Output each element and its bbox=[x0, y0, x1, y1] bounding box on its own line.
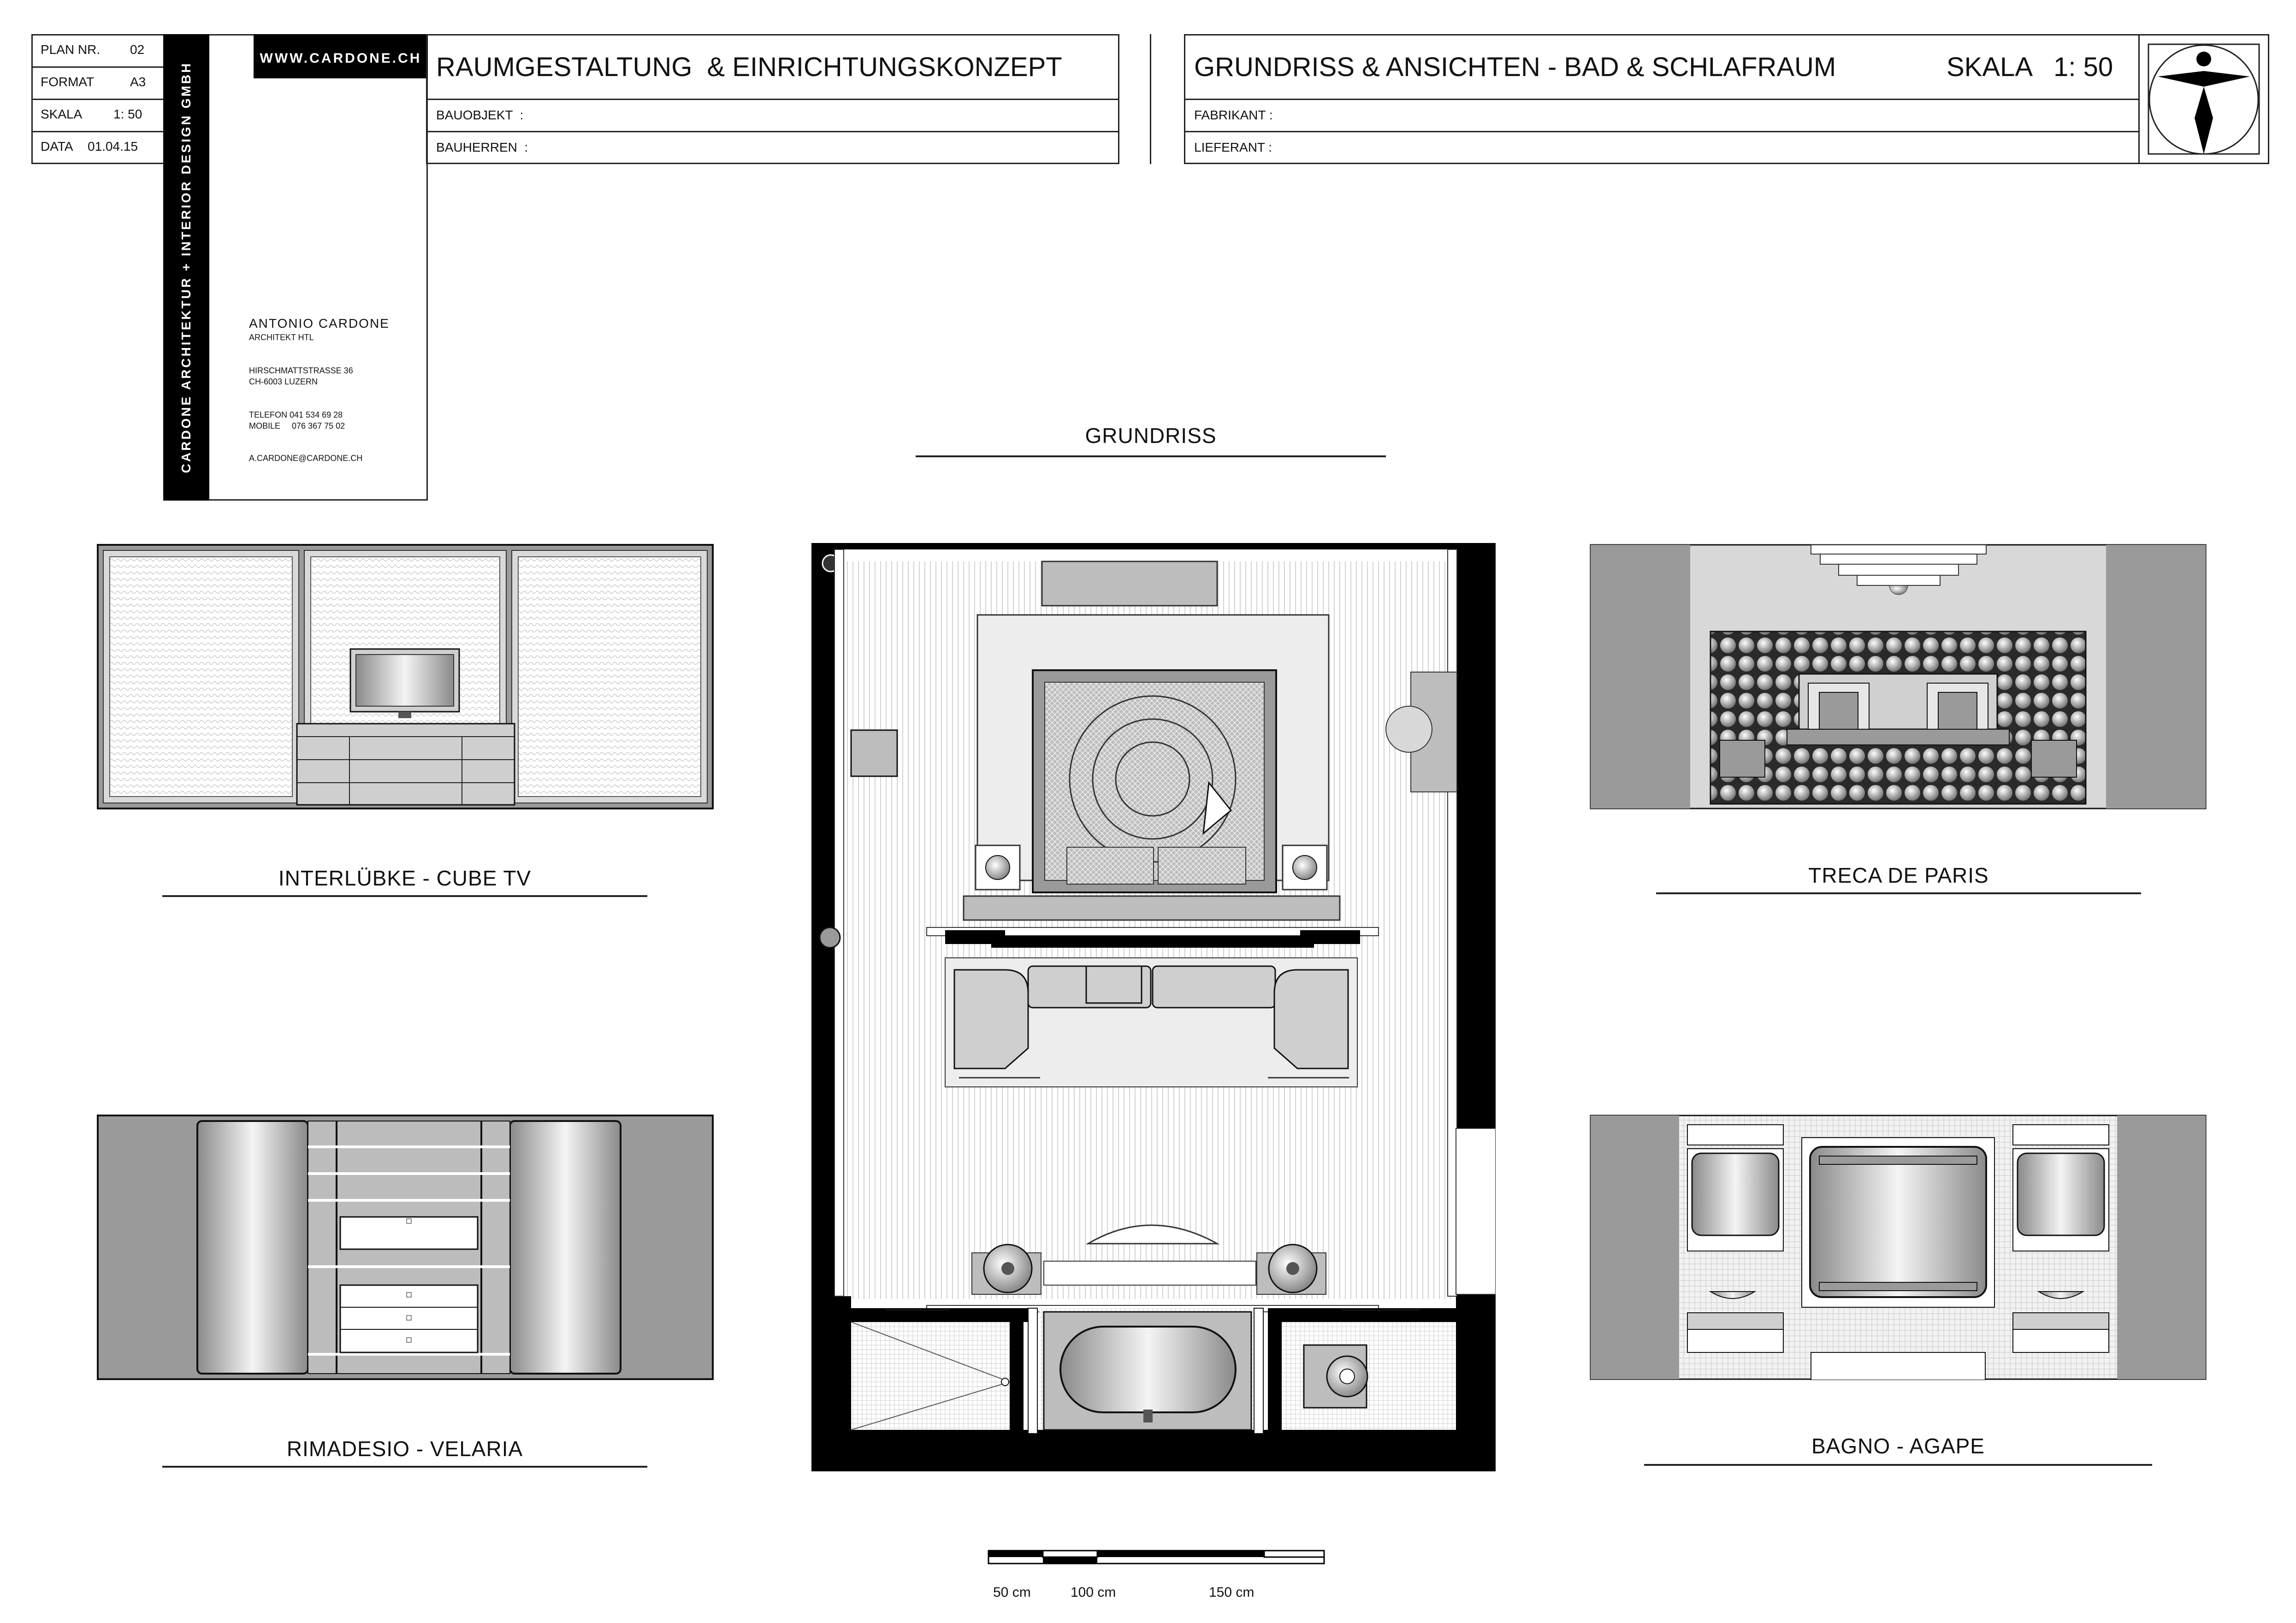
view-interluebke-cube-tv bbox=[97, 544, 714, 809]
rimadesio-caption: RIMADESIO - VELARIA bbox=[286, 1437, 523, 1461]
scale-label-100: 100 cm bbox=[1071, 1585, 1116, 1600]
format-label: FORMAT bbox=[41, 75, 95, 89]
skala-value: 1: 50 bbox=[113, 107, 142, 121]
sheet-scale: SKALA 1: 50 bbox=[1947, 52, 2113, 82]
floor-plan-grundriss bbox=[811, 543, 1496, 1471]
scale-label-150: 150 cm bbox=[1209, 1585, 1255, 1600]
bagno-caption: BAGNO - AGAPE bbox=[1811, 1434, 1985, 1458]
company-title: ARCHITEKT HTL bbox=[249, 333, 314, 342]
lieferant-label: LIEFERANT : bbox=[1194, 140, 1272, 154]
title-separator bbox=[1150, 34, 1151, 164]
sheet-title: GRUNDRISS & ANSICHTEN - BAD & SCHLAFRAUM bbox=[1194, 52, 1836, 82]
company-city: CH-6003 LUZERN bbox=[249, 377, 318, 386]
website-label[interactable]: WWW.CARDONE.CH bbox=[260, 51, 422, 66]
grundriss-caption: GRUNDRISS bbox=[1085, 424, 1217, 448]
data-label: DATA bbox=[41, 139, 73, 153]
bauherren-label: BAUHERREN : bbox=[436, 140, 528, 154]
plan-nr-label: PLAN NR. bbox=[41, 42, 101, 57]
view-treca-de-paris bbox=[1590, 544, 2207, 809]
bauobjekt-label: BAUOBJEKT : bbox=[436, 108, 524, 122]
skala-label: SKALA bbox=[41, 107, 83, 121]
format-value: A3 bbox=[130, 75, 146, 89]
company-mobile: MOBILE 076 367 75 02 bbox=[249, 421, 345, 431]
plan-nr-value: 02 bbox=[130, 42, 145, 57]
company-street: HIRSCHMATTSTRASSE 36 bbox=[249, 366, 353, 375]
treca-caption: TRECA DE PARIS bbox=[1808, 863, 1989, 887]
interluebke-caption: INTERLÜBKE - CUBE TV bbox=[278, 866, 532, 890]
view-rimadesio-velaria bbox=[97, 1115, 714, 1380]
company-person: ANTONIO CARDONE bbox=[249, 316, 390, 331]
company-email[interactable]: A.CARDONE@CARDONE.CH bbox=[249, 454, 363, 463]
fabrikant-label: FABRIKANT : bbox=[1194, 108, 1273, 122]
company-telefon: TELEFON 041 534 69 28 bbox=[249, 410, 343, 419]
project-title: RAUMGESTALTUNG & EINRICHTUNGSKONZEPT bbox=[436, 52, 1062, 82]
scale-bar bbox=[982, 1547, 1332, 1584]
data-value: 01.04.15 bbox=[88, 139, 138, 153]
view-bagno-agape bbox=[1590, 1115, 2207, 1380]
company-vertical-name: CARDONE ARCHITEKTUR + INTERIOR DESIGN GMBH bbox=[179, 61, 193, 473]
scale-label-50: 50 cm bbox=[993, 1585, 1031, 1600]
company-logo bbox=[2139, 35, 2268, 163]
